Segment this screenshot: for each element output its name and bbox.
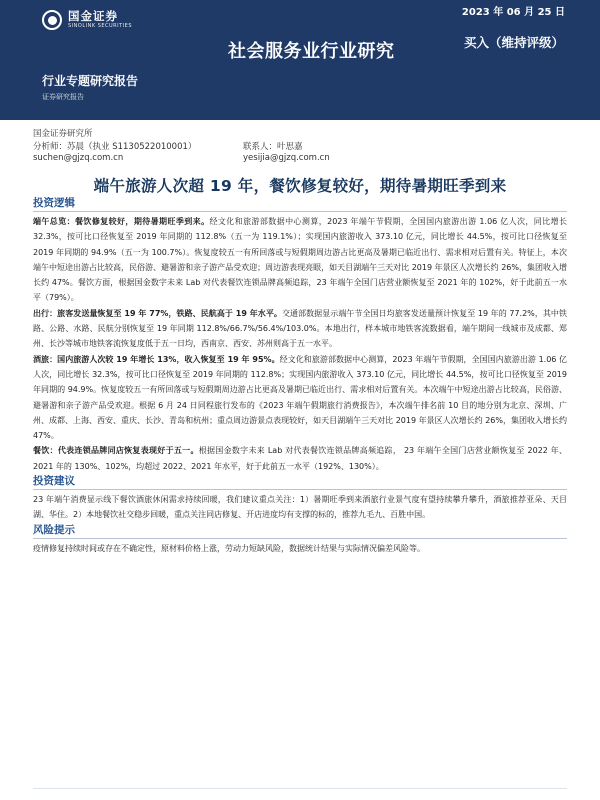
report-title: 社会服务业行业研究 [228,41,395,62]
report-date: 2023 年 06 月 25 日 [461,7,565,18]
logo-icon [42,10,62,30]
institute-name: 国金证券研究所 [33,129,93,139]
paragraph-lead: 出行：旅客发送量恢复至 19 年 77%，铁路、民航高于 19 年水平。 [33,308,282,318]
section-title-advice: 投资建议 [33,475,75,488]
paragraph-text: 经文化和旅游部数据中心测算，2023 年端午节假期，全国国内旅游出游 1.06 亿人次，同比增长 32.3%，按可比口径恢复至 2019 年同期的 112.8%（五一为 119.1%）；实现国内旅游收入 373.10 亿元，同比增长 44.5%，按可比口径恢复至 2019 年同期的 94.9%（五一为 100.7%）。恢复度较五一有所回落或与短假期周边游占比更高及暑期已临近出行、需求相对后置有关。特征上，本次端午中短途出游占比较高，民俗游、避暑游和亲子游产品受欢迎；周边游表现亮眼，如天目湖端午三天对比 2019 年景区人次增长约 26%，集团收入增长约 47%。餐饮方面，根据国金数字未来 Lab 对代表餐饮连锁品牌高频追踪，23 年端午全国门店营业额恢复至 2021 年的 102%，好于此前五一水平（79%）。 [33,217,568,303]
paragraph-travel [33,306,567,352]
section-title-risk: 风险提示 [33,523,75,536]
paragraph-text: 根据国金数字未来 Lab 对代表餐饮连锁品牌高频追踪， 23 年端午全国门店营业额恢复至 2022 年、2021 年的 130%、102%，均超过 2022、2021 年水平，好于此前五一水平（192%、130%）。 [33,446,567,471]
paragraph-hotel-tourism [33,352,567,444]
report-subtype: 证券研究报告 [42,93,84,101]
paragraph-text: 经文化和旅游部数据中心测算，2023 年端午节假期，全国国内旅游出游 1.06 亿人次，同比增长 32.3%，按可比口径恢复至 2019 年同期的 112.8%；实现国内旅游收入 373.10 亿元，同比增长 44.5%，按可比口径恢复至 2019 年同期的 94.9%。恢复度较五一有所回落或与短假期周边游占比更高及暑期已临近出行、需求相对后置有关。本次端午中短途出游占比较高，民俗游、避暑游和亲子游产品受欢迎。根据 6 月 24 日同程旅行发布的《2023 年端午假期旅行消费报告》，本次端午排名前 10 目的地分别为北京、深圳、广州、成都、上海、西安、重庆、长沙、青岛和杭州；重点周边游景点表现较好，如天目湖端午三天对比 2019 年景区人次增长约 26%，集团收入增长约 47%。 [33,354,567,441]
report-type: 行业专题研究报告 [42,74,139,88]
page-divider [33,788,567,789]
paragraph-text: 交通部数据显示端午节全国日均旅客发送量预计恢复至 19 年的 77.2%，其中铁路、公路、水路、民航分别恢复至 19 年同期 112.8%/66.7%/56.4%/103.0%。本地出行，样本城市地铁客流数据看，端午期间一线城市及成都、郑州、长沙等城市地铁客流恢复度低于五一日均，西南京、西安、苏州则高于五一水平。 [33,308,567,349]
logo-cn-text: 国金证券 [68,9,118,23]
paragraph-lead: 端午总览：餐饮修复较好，期待暑期旺季到来。 [33,217,210,226]
paragraph-lead: 酒旅：国内旅游人次较 19 年增长 13%，收入恢复至 19 年 95%。 [33,354,280,364]
rating-badge: 买入（维持评级） [463,35,564,50]
section-title-logic: 投资逻辑 [33,197,75,209]
paragraph-catering [33,443,567,474]
report-header [0,0,600,120]
paragraph-advice: 23 年端午消费显示线下餐饮酒旅休闲需求持续回暖，我们建议重点关注：1）暑期旺季到来酒旅行业景气度有望持续攀升攀升，酒旅推荐亚朵、天目湖、华住。2）本地餐饮社交稳步回暖，重点关注同店修复、开店进度均有支撑的标的，推荐九毛九、百胜中国。 [33,495,567,520]
analyst-email[interactable]: suchen@gjzq.com.cn [33,153,124,163]
company-logo [42,10,132,30]
logo-en-text: SINOLINK SECURITIES [68,23,132,29]
report-headline: 端午旅游人次超 19 年，餐饮修复较好，期待暑期旺季到来 [93,177,507,195]
analyst-name: 分析师：苏晨（执业 S1130522010001） [33,142,197,152]
contact-email[interactable]: yesijia@gjzq.com.cn [243,153,330,163]
paragraph-lead: 餐饮：代表连锁品牌同店恢复表现好于五一。 [33,446,199,456]
report-body [33,196,567,556]
paragraph-risk: 疫情修复持续时间或存在不确定性，原材料价格上涨，劳动力短缺风险，数据统计结果与实际情况偏差风险等。 [33,543,425,553]
paragraph-overview [33,214,567,306]
contact-name: 联系人：叶思嘉 [243,142,303,152]
